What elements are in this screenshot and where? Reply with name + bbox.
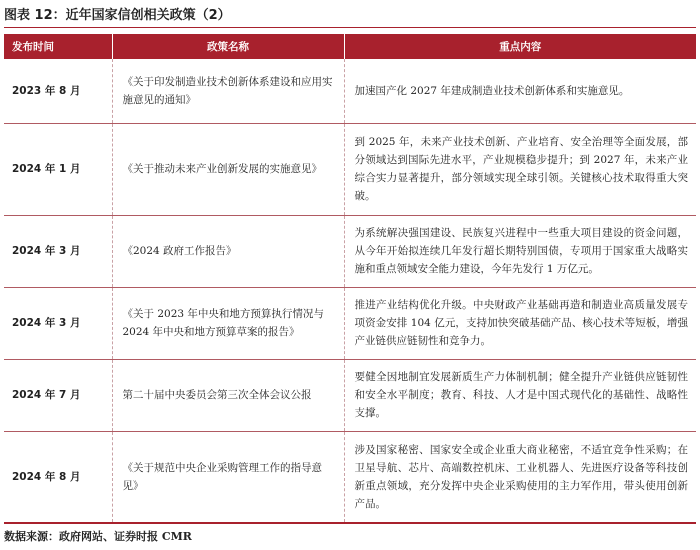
row-date: 2024 年 3 月 — [4, 287, 112, 359]
table-row — [4, 287, 696, 359]
table-row — [4, 359, 696, 431]
policy-table — [4, 34, 696, 524]
row-policy-name: 《关于 2023 年中央和地方预算执行情况与 2024 年中央和地方预算草案的报告》 — [112, 287, 344, 359]
row-content: 要健全因地制宜发展新质生产力体制机制；健全提升产业链供应链韧性和安全水平制度；教育、科技、人才是中国式现代化的基础性、战略性支撑。 — [344, 359, 696, 431]
row-date: 2024 年 3 月 — [4, 215, 112, 287]
figure-caption: 图表 12：近年国家信创相关政策（2） — [4, 6, 696, 28]
row-policy-name: 《关于印发制造业技术创新体系建设和应用实施意见的通知》 — [112, 59, 344, 123]
table-row — [4, 431, 696, 523]
row-content: 为系统解决强国建设、民族复兴进程中一些重大项目建设的资金问题，从今年开始拟连续几年发行超长期特别国债，专项用于国家重大战略实施和重点领域安全能力建设，今年先发行 1 万亿元。 — [344, 215, 696, 287]
row-date: 2023 年 8 月 — [4, 59, 112, 123]
row-content: 推进产业结构优化升级。中央财政产业基础再造和制造业高质量发展专项资金安排 104 亿元，支持加快突破基础产品、核心技术等短板，增强产业链供应链韧性和竞争力。 — [344, 287, 696, 359]
table-row — [4, 123, 696, 215]
data-source-note: 数据来源：政府网站、证券时报 CMR — [4, 530, 192, 543]
table-row — [4, 59, 696, 123]
row-policy-name: 《关于推动未来产业创新发展的实施意见》 — [112, 123, 344, 215]
table-header-row — [4, 34, 696, 59]
row-date: 2024 年 7 月 — [4, 359, 112, 431]
row-policy-name: 《关于规范中央企业采购管理工作的指导意见》 — [112, 431, 344, 523]
row-policy-name: 《2024 政府工作报告》 — [112, 215, 344, 287]
row-content: 到 2025 年，未来产业技术创新、产业培育、安全治理等全面发展，部分领域达到国际先进水平，产业规模稳步提升；到 2027 年，未来产业综合实力显著提升，部分领域实现全球引领。关键核心技术取得重大突破。 — [344, 123, 696, 215]
row-content: 加速国产化 2027 年建成制造业技术创新体系和实施意见。 — [344, 59, 696, 123]
row-date: 2024 年 1 月 — [4, 123, 112, 215]
table-row — [4, 215, 696, 287]
row-date: 2024 年 8 月 — [4, 431, 112, 523]
row-policy-name: 第二十届中央委员会第三次全体会议公报 — [112, 359, 344, 431]
header-key-content: 重点内容 — [344, 34, 696, 59]
header-release-date: 发布时间 — [4, 34, 112, 59]
row-content: 涉及国家秘密、国家安全或企业重大商业秘密，不适宜竞争性采购；在卫星导航、芯片、高端数控机床、工业机器人、先进医疗设备等科技创新重点领域，充分发挥中央企业采购使用的主力军作用，带头使用创新产品。 — [344, 431, 696, 523]
header-policy-name: 政策名称 — [112, 34, 344, 59]
